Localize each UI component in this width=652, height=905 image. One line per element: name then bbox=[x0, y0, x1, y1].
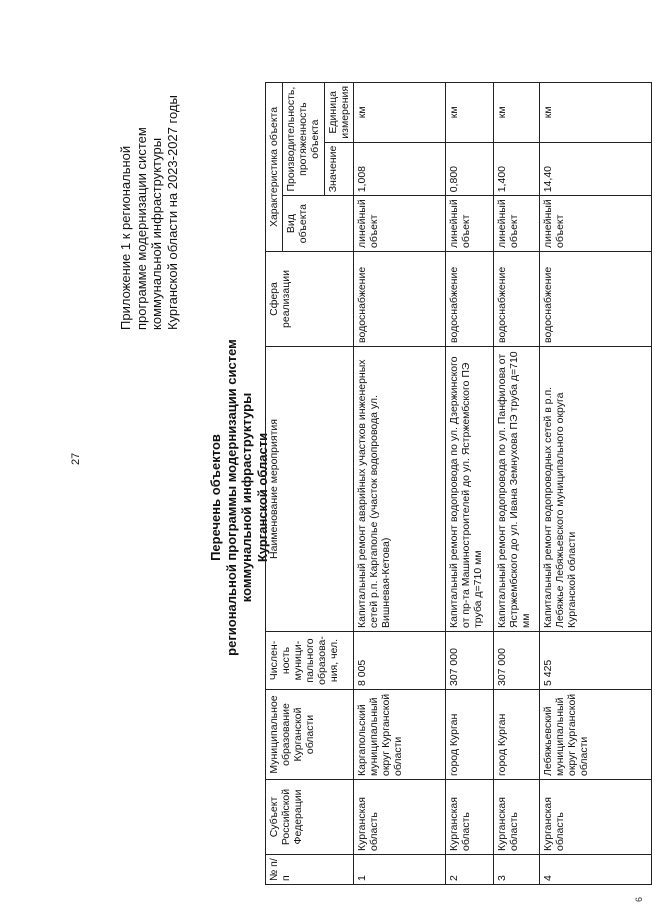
cell-value: 1,400 bbox=[494, 142, 540, 196]
cell-value: 14,40 bbox=[540, 142, 652, 196]
header-row-1 bbox=[266, 82, 283, 884]
cell-municipality: город Курган bbox=[446, 690, 494, 780]
header-value: Значение bbox=[325, 142, 354, 196]
cell-population: 8 005 bbox=[354, 632, 446, 690]
cell-object-type: линейный объект bbox=[494, 196, 540, 252]
table-row bbox=[446, 82, 494, 884]
cell-unit: км bbox=[494, 82, 540, 142]
header-subject: Субъект Российской Федерации bbox=[266, 780, 354, 855]
table-row bbox=[494, 82, 540, 884]
cell-value: 0,800 bbox=[446, 142, 494, 196]
table-row bbox=[540, 82, 652, 884]
cell-sphere: водоснабжение bbox=[354, 252, 446, 347]
cell-unit: км bbox=[446, 82, 494, 142]
cell-value: 1,008 bbox=[354, 142, 446, 196]
cell-object-type: линейный объект bbox=[354, 196, 446, 252]
cell-num: 4 bbox=[540, 855, 652, 885]
cell-municipality: Каргапольский муниципальный округ Курганской области bbox=[354, 690, 446, 780]
appendix-note: Приложение 1 к региональной программе модернизации систем коммунальной инфраструктуры Курганской области на 2023-2027 годы bbox=[118, 95, 180, 330]
cell-subject: Курганская область bbox=[446, 780, 494, 855]
cell-measure: Капитальный ремонт водопроводных сетей в р.п. Лебяжье Лебяжьевского муниципального округа Курганской области bbox=[540, 347, 652, 632]
header-num: № п/п bbox=[266, 855, 354, 885]
cell-subject: Курганская область bbox=[540, 780, 652, 855]
header-characteristics: Характеристика объекта bbox=[266, 82, 283, 251]
cell-num: 2 bbox=[446, 855, 494, 885]
title-line-2: региональной программы модернизации систем коммунальной инфраструктуры bbox=[223, 339, 254, 656]
cell-measure: Капитальный ремонт водопровода по ул. Панфилова от Ястржембского до ул. Ивана Земнухова ПЭ труба д=710 мм bbox=[494, 347, 540, 632]
page-number: 27 bbox=[70, 452, 82, 465]
cell-unit: км bbox=[540, 82, 652, 142]
cell-num: 3 bbox=[494, 855, 540, 885]
page-stamp: 6 bbox=[634, 896, 644, 902]
objects-table bbox=[265, 82, 652, 885]
header-municipality: Муниципальное образование Курганской области bbox=[266, 690, 354, 780]
header-sphere: Сфера реализации bbox=[266, 252, 354, 347]
cell-municipality: город Курган bbox=[494, 690, 540, 780]
cell-sphere: водоснабжение bbox=[494, 252, 540, 347]
cell-subject: Курганская область bbox=[354, 780, 446, 855]
title-line-3: Курганской области bbox=[254, 432, 270, 563]
table-row bbox=[354, 82, 446, 884]
cell-population: 5 425 bbox=[540, 632, 652, 690]
cell-subject: Курганская область bbox=[494, 780, 540, 855]
cell-sphere: водоснабжение bbox=[446, 252, 494, 347]
cell-num: 1 bbox=[354, 855, 446, 885]
header-capacity: Производительность, протяженность объекта bbox=[283, 82, 325, 195]
header-population: Числен-ность муници-пального образова-ния, чел. bbox=[266, 632, 354, 690]
title-line-1: Перечень объектов bbox=[208, 434, 223, 561]
header-measure: Наименование мероприятия bbox=[266, 347, 354, 632]
cell-measure: Капитальный ремонт водопровода по ул. Дзержинского от пр-та Машиностроителей до ул. Ястржембского ПЭ труба д=710 мм bbox=[446, 347, 494, 632]
cell-sphere: водоснабжение bbox=[540, 252, 652, 347]
cell-object-type: линейный объект bbox=[446, 196, 494, 252]
header-object-type: Вид объекта bbox=[283, 196, 354, 252]
cell-population: 307 000 bbox=[446, 632, 494, 690]
cell-municipality: Лебяжьевский муниципальный округ Курганской области bbox=[540, 690, 652, 780]
cell-measure: Капитальный ремонт аварийных участков инженерных сетей р.п. Каргаполье (участок водопровода ул. Вишневая-Кетова) bbox=[354, 347, 446, 632]
document-title bbox=[208, 305, 270, 690]
cell-population: 307 000 bbox=[494, 632, 540, 690]
cell-object-type: линейный объект bbox=[540, 196, 652, 252]
header-unit: Единица измерения bbox=[325, 82, 354, 142]
cell-unit: км bbox=[354, 82, 446, 142]
